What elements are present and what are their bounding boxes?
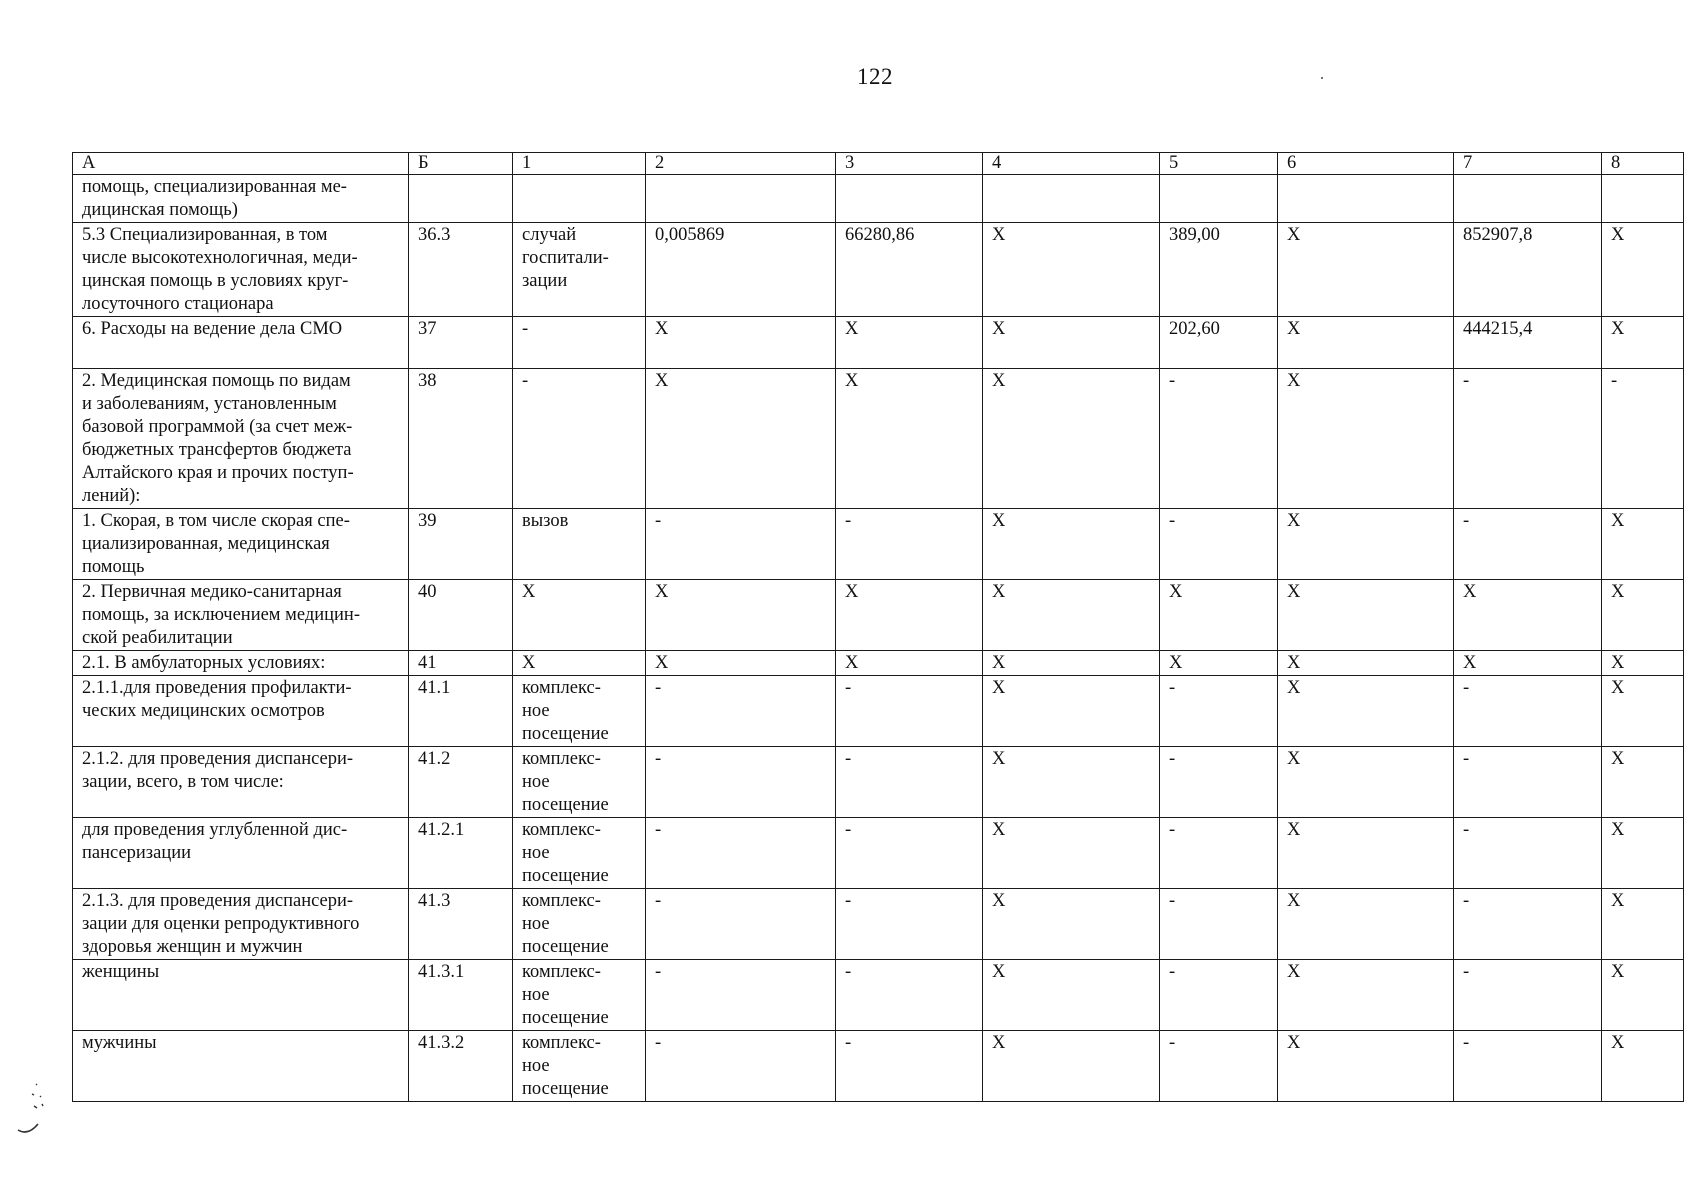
table-cell: Х [983,960,1160,1031]
table-cell [1160,175,1278,223]
table-cell: - [836,889,983,960]
table-cell: - [646,747,836,818]
table-cell: Х [1602,676,1684,747]
table-cell: Х [513,651,646,676]
table-cell: 36.3 [409,223,513,317]
table-cell: случай госпитали- зации [513,223,646,317]
table-cell: Х [983,580,1160,651]
table-cell: комплекс- ное посещение [513,889,646,960]
table-row [73,580,1684,651]
table-cell: - [836,818,983,889]
column-header: 5 [1160,153,1278,175]
table-cell: Х [646,651,836,676]
table-cell: Х [1278,889,1454,960]
table-cell [1602,175,1684,223]
table-cell: - [646,889,836,960]
table-cell: комплекс- ное посещение [513,818,646,889]
table-cell: - [1160,369,1278,509]
column-header: 2 [646,153,836,175]
table-cell: - [1160,889,1278,960]
table-cell: Х [1278,818,1454,889]
table-cell: 5.3 Специализированная, в том числе высокотехнологичная, меди- цинская помощь в условиях круг- лосуточного стационара [73,223,409,317]
column-header: 4 [983,153,1160,175]
table-cell: женщины [73,960,409,1031]
column-header: 6 [1278,153,1454,175]
table-row [73,818,1684,889]
table-cell: Х [1602,651,1684,676]
table-cell: 6. Расходы на ведение дела СМО [73,317,409,369]
table-cell: 41.3 [409,889,513,960]
table-cell: - [1160,818,1278,889]
table-cell: 41.3.2 [409,1031,513,1102]
table-cell: 37 [409,317,513,369]
table-cell: 852907,8 [1454,223,1602,317]
table-cell: Х [1160,651,1278,676]
table-cell: - [646,818,836,889]
table-cell: - [1160,747,1278,818]
table-cell: Х [836,651,983,676]
table-cell: Х [1602,818,1684,889]
table-cell: 0,005869 [646,223,836,317]
column-header: 8 [1602,153,1684,175]
table-cell: - [836,1031,983,1102]
column-header: 1 [513,153,646,175]
table-cell: вызов [513,509,646,580]
table-cell [1454,175,1602,223]
column-header: 7 [1454,153,1602,175]
table-cell: Х [1278,223,1454,317]
table-cell: 38 [409,369,513,509]
table-cell [836,175,983,223]
table-cell: 40 [409,580,513,651]
table-cell: - [1160,960,1278,1031]
table-cell: Х [646,580,836,651]
table-cell: Х [983,1031,1160,1102]
table-cell: Х [646,369,836,509]
table-cell: Х [1602,960,1684,1031]
table-cell: 202,60 [1160,317,1278,369]
table-row [73,317,1684,369]
table-cell: Х [1160,580,1278,651]
table-cell: - [513,369,646,509]
table-cell: - [646,960,836,1031]
table-header-row [73,153,1684,175]
table-cell: - [1454,509,1602,580]
table-cell: 41.2 [409,747,513,818]
table-cell: 66280,86 [836,223,983,317]
data-table [72,152,1684,1102]
table-cell: 2. Первичная медико-санитарная помощь, за исключением медицин- ской реабилитации [73,580,409,651]
table-cell: Х [1278,960,1454,1031]
table-row [73,651,1684,676]
table-cell: Х [983,818,1160,889]
table-cell: Х [983,317,1160,369]
table-cell [409,175,513,223]
table-cell: 389,00 [1160,223,1278,317]
table-cell [983,175,1160,223]
table-cell: Х [1602,223,1684,317]
table-cell: Х [1278,676,1454,747]
table-cell: помощь, специализированная ме- дицинская помощь) [73,175,409,223]
table-cell [1278,175,1454,223]
table-cell: 444215,4 [1454,317,1602,369]
table-cell: Х [1278,1031,1454,1102]
table-cell: Х [983,223,1160,317]
table-cell: 39 [409,509,513,580]
table-cell: Х [983,651,1160,676]
table-cell: Х [983,676,1160,747]
table-cell: - [836,960,983,1031]
table-cell: Х [1602,580,1684,651]
table-cell: Х [983,889,1160,960]
table-cell: - [836,747,983,818]
handwritten-margin-mark [14,1080,54,1140]
page-number: 122 [857,64,893,89]
table-cell: комплекс- ное посещение [513,676,646,747]
table-cell: - [646,1031,836,1102]
table-cell: Х [836,317,983,369]
table-cell: для проведения углубленной дис- пансеризации [73,818,409,889]
table-cell: Х [1602,747,1684,818]
table-cell: Х [1454,580,1602,651]
table-cell: Х [1278,317,1454,369]
table-cell: - [1160,676,1278,747]
table-cell: Х [1602,889,1684,960]
table-cell: - [836,509,983,580]
table-cell: Х [836,369,983,509]
table-cell: 41 [409,651,513,676]
table-cell: комплекс- ное посещение [513,747,646,818]
table-cell: - [1160,509,1278,580]
table-cell: 1. Скорая, в том числе скорая спе- циализированная, медицинская помощь [73,509,409,580]
scan-speck [1321,77,1323,79]
table-cell: Х [1602,1031,1684,1102]
table-cell: Х [983,509,1160,580]
table-row [73,889,1684,960]
table-cell: - [836,676,983,747]
table-cell: Х [646,317,836,369]
table-cell [513,175,646,223]
table-cell: комплекс- ное посещение [513,1031,646,1102]
table-cell: Х [836,580,983,651]
table-cell: Х [1278,651,1454,676]
column-header: А [73,153,409,175]
table-cell: Х [513,580,646,651]
table-cell: - [1454,889,1602,960]
table-cell: - [1454,676,1602,747]
table-row [73,509,1684,580]
table-cell: - [646,676,836,747]
table-cell: - [1454,818,1602,889]
table-cell: комплекс- ное посещение [513,960,646,1031]
table-cell: Х [983,747,1160,818]
table-cell: 41.3.1 [409,960,513,1031]
table-cell: - [1602,369,1684,509]
table-cell: 41.1 [409,676,513,747]
table-row [73,223,1684,317]
table-cell: - [1454,369,1602,509]
table-cell: 41.2.1 [409,818,513,889]
table-cell: - [646,509,836,580]
table-cell: мужчины [73,1031,409,1102]
table-cell: - [1454,960,1602,1031]
table-cell: - [1160,1031,1278,1102]
table-row [73,369,1684,509]
table-row [73,676,1684,747]
table-cell: - [1454,747,1602,818]
table-row [73,175,1684,223]
table-cell: Х [1602,509,1684,580]
table-cell: Х [1602,317,1684,369]
table-cell: 2.1.3. для проведения диспансери- зации для оценки репродуктивного здоровья женщин и мужчин [73,889,409,960]
table-cell: Х [1278,747,1454,818]
table-cell: Х [1278,509,1454,580]
table-cell: 2.1.2. для проведения диспансери- зации, всего, в том числе: [73,747,409,818]
table-cell: Х [1278,580,1454,651]
table-row [73,747,1684,818]
table-cell: 2.1.1.для проведения профилакти- ческих медицинских осмотров [73,676,409,747]
table-cell: Х [1454,651,1602,676]
table-cell: 2. Медицинская помощь по видам и заболеваниям, установленным базовой программой (за счет меж- бюджетных трансфертов бюджета Алтайского края и прочих поступ- лений): [73,369,409,509]
table-row [73,1031,1684,1102]
table-cell: - [513,317,646,369]
table-cell: - [1454,1031,1602,1102]
column-header: Б [409,153,513,175]
table-row [73,960,1684,1031]
table-cell: Х [983,369,1160,509]
column-header: 3 [836,153,983,175]
table-cell: 2.1. В амбулаторных условиях: [73,651,409,676]
table-cell: Х [1278,369,1454,509]
table-cell [646,175,836,223]
